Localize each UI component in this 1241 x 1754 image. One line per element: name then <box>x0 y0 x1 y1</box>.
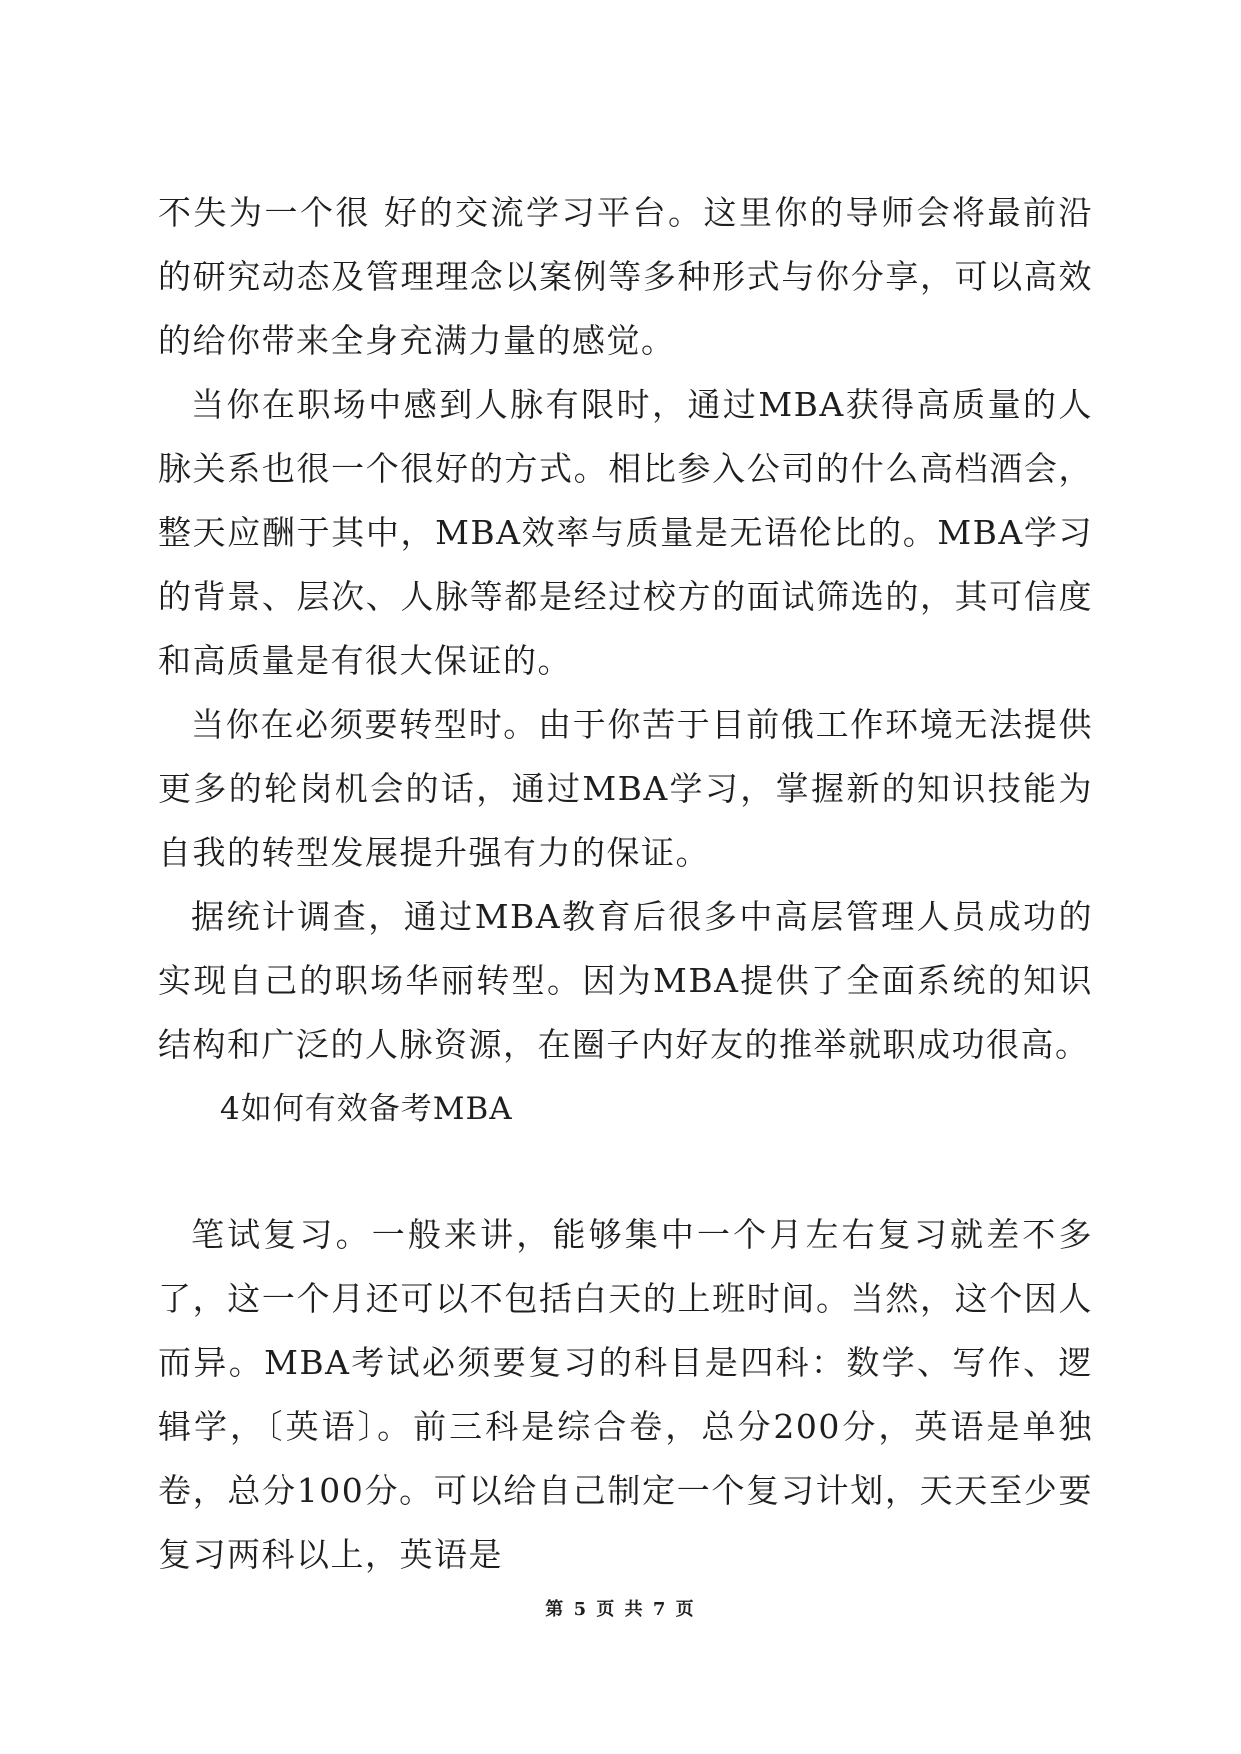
body-paragraph-3: 当你在必须要转型时。由于你苦于目前俄工作环境无法提供更多的轮岗机会的话，通过MBA学习，掌握新的知识技能为自我的转型发展提升强有力的保证。 <box>158 705 1093 872</box>
body-paragraph-5: 笔试复习。一般来讲，能够集中一个月左右复习就差不多了，这一个月还可以不包括白天的上班时间。当然，这个因人而异。MBA考试必须要复习的科目是四科：数学、写作、逻辑学，〔英语〕。前三科是综合卷，总分200分，英语是单独卷，总分100分。可以给自己制定一个复习计划，天天至少要复习两科以上，英语是 <box>158 1215 1093 1574</box>
page-number-footer: 第 5 页 共 7 页 <box>545 1599 696 1620</box>
body-paragraph-1: 不失为一个很 好的交流学习平台。这里你的导师会将最前沿的研究动态及管理理念以案例等多种形式与你分享，可以高效的给你带来全身充满力量的感觉。 <box>158 193 1093 360</box>
section-heading: 4如何有效备考MBA <box>220 1091 513 1127</box>
body-paragraph-2: 当你在职场中感到人脉有限时，通过MBA获得高质量的人脉关系也很一个很好的方式。相比参入公司的什么高档酒会，整天应酬于其中，MBA效率与质量是无语伦比的。MBA学习的背景、层次、人脉等都是经过校方的面试筛选的，其可信度和高质量是有很大保证的。 <box>158 385 1093 680</box>
body-paragraph-4: 据统计调查，通过MBA教育后很多中高层管理人员成功的实现自己的职场华丽转型。因为MBA提供了全面系统的知识结构和广泛的人脉资源，在圈子内好友的推举就职成功很高。 <box>158 897 1093 1064</box>
